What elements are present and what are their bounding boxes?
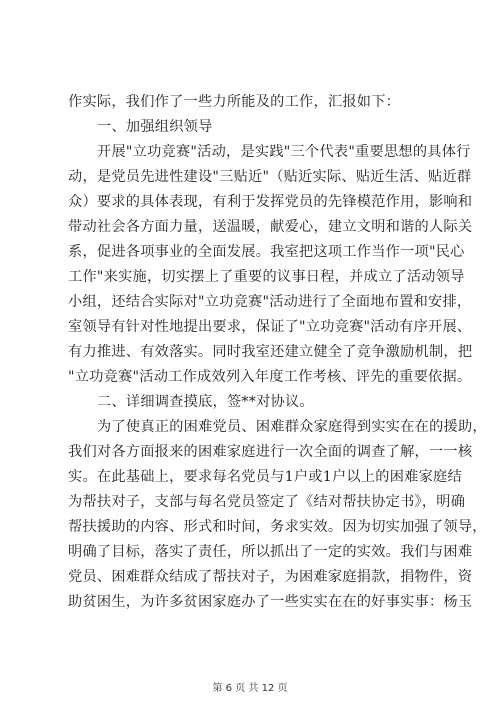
page-number-footer: 第 6 页 共 12 页 — [212, 683, 288, 694]
paragraph-line: 党员、困难群众结成了帮扶对子，为困难家庭捐款，捐物件，资 — [68, 569, 473, 585]
paragraph-line: 小组，还结合实际对"立功竞赛"活动进行了全面地布置和安排， — [68, 294, 472, 310]
document-body — [68, 90, 487, 615]
paragraph-line: 帮扶援助的内容、形式和时间，务求实效。因为切实加强了领导， — [68, 519, 487, 535]
section-heading: 二、详细调查摸底，签**对协议。 — [97, 394, 314, 410]
paragraph-line: 带动社会各方面力量，送温暖，献爱心，建立文明和谐的人际关 — [68, 219, 473, 235]
paragraph-line: 开展"立功竞赛"活动，是实践"三个代表"重要思想的具体行 — [97, 144, 471, 160]
paragraph-line: 助贫困生，为许多贫困家庭办了一些实实在在的好事实事：杨玉 — [68, 594, 473, 610]
paragraph-line: 室领导有针对性地提出要求，保证了"立功竞赛"活动有序开展、 — [68, 319, 472, 335]
paragraph-line: 动，是党员先进性建设"三贴近"（贴近实际、贴近生活、贴近群 — [68, 169, 472, 185]
paragraph-line: 作实际，我们作了一些力所能及的工作，汇报如下： — [68, 94, 401, 110]
paragraph-line: 众）要求的具体表现，有利于发挥党员的先锋模范作用，影响和 — [68, 194, 473, 210]
paragraph-line: 有力推进、有效落实。同时我室还建立健全了竞争激励机制，把 — [68, 344, 473, 360]
paragraph-line: 工作"来实施，切实摆上了重要的议事日程，并成立了活动领导 — [68, 269, 465, 285]
paragraph-line: 系，促进各项事业的全面发展。我室把这项工作当作一项"民心 — [68, 244, 465, 260]
paragraph-line: 为了使真正的困难党员、困难群众家庭得到实实在在的援助， — [97, 419, 487, 435]
paragraph-line: 实。在此基础上，要求每名党员与1户或1户以上的困难家庭结 — [68, 469, 462, 485]
paragraph-line: 为帮扶对子，支部与每名党员签定了《结对帮扶协定书》，明确 — [68, 494, 466, 510]
paragraph-line: 我们对各方面报来的困难家庭进行一次全面的调查了解，一一核 — [68, 444, 473, 460]
paragraph-line: "立功竞赛"活动工作成效列入年度工作考核、评先的重要依据。 — [68, 369, 472, 385]
section-heading: 一、加强组织领导 — [97, 119, 213, 135]
paragraph-line: 明确了目标，落实了责任，所以抓出了一定的实效。我们与困难 — [68, 544, 473, 560]
